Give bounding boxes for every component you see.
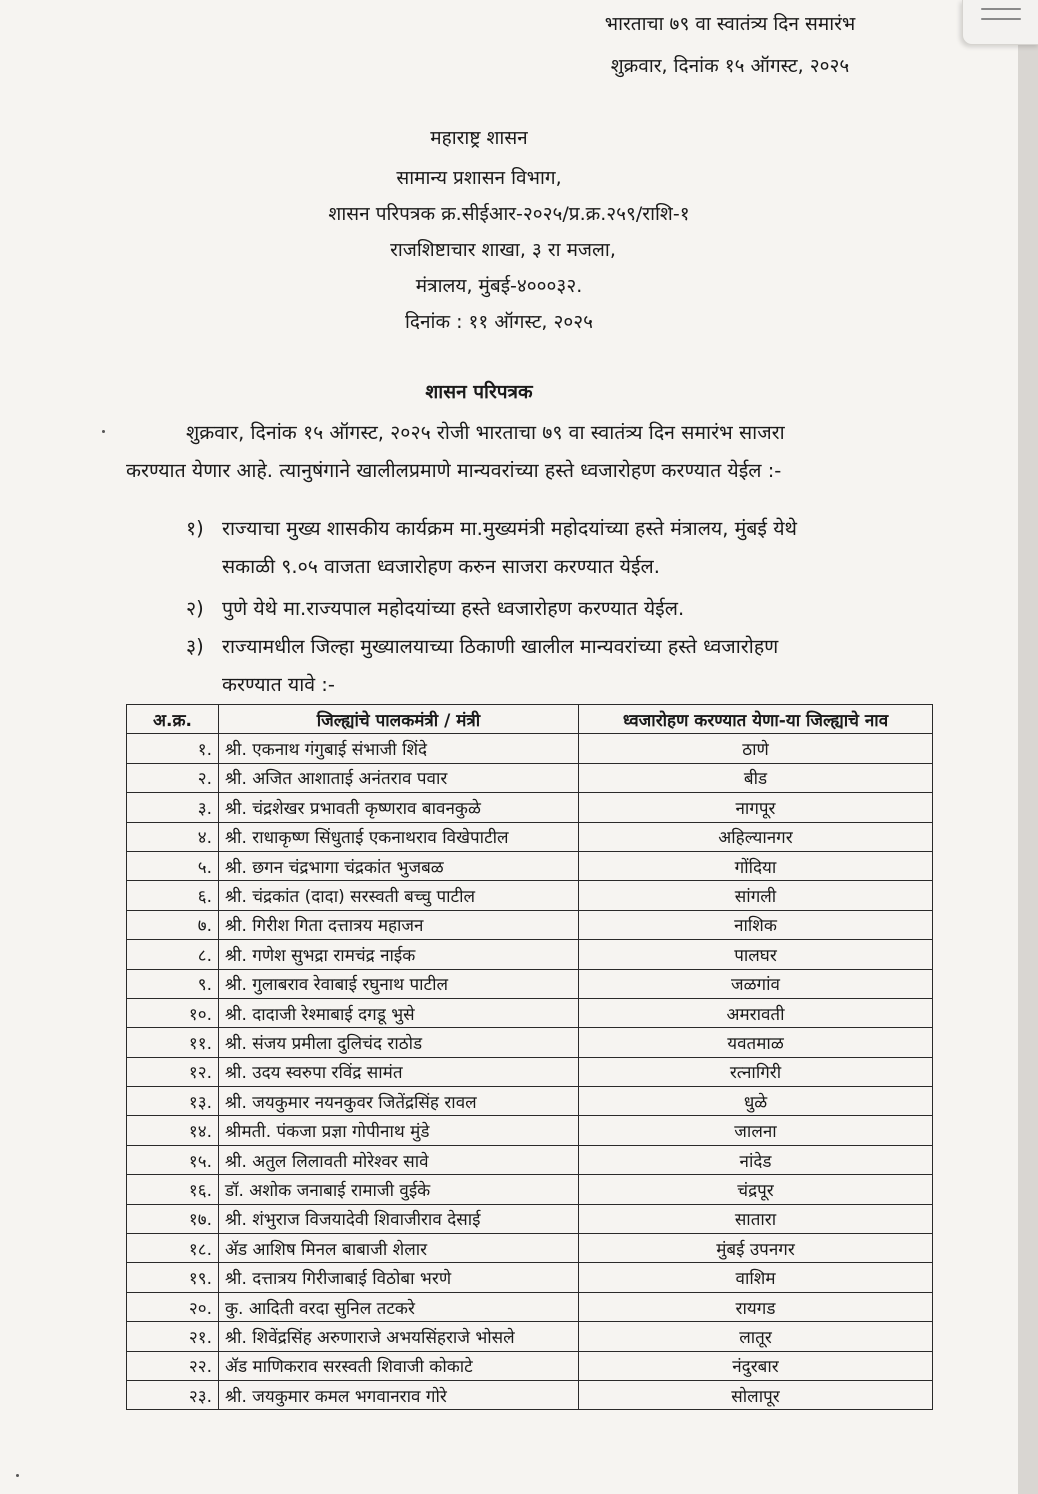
serial-number-cell: १६. xyxy=(127,1175,219,1204)
table-row xyxy=(127,969,933,998)
serial-number-cell: २२. xyxy=(127,1351,219,1380)
minister-name-cell: श्री. दादाजी रेश्माबाई दगडू भुसे xyxy=(219,998,579,1027)
table-header-row xyxy=(127,705,933,734)
column-header-minister: जिल्ह्यांचे पालकमंत्री / मंत्री xyxy=(219,705,579,734)
event-date: शुक्रवार, दिनांक १५ ऑगस्ट, २०२५ xyxy=(610,55,850,77)
minister-name-cell: श्री. शिवेंद्रसिंह अरुणाराजे अभयसिंहराजे भोसले xyxy=(219,1322,579,1351)
serial-number-cell: ४. xyxy=(127,822,219,851)
office-address: मंत्रालय, मुंबई-४०००३२. xyxy=(415,275,583,297)
table-row xyxy=(127,1263,933,1292)
event-title: भारताचा ७९ वा स्वातंत्र्य दिन समारंभ xyxy=(604,13,856,35)
table-row xyxy=(127,1175,933,1204)
serial-number-cell: १२. xyxy=(127,1057,219,1086)
table-row xyxy=(127,1145,933,1174)
minister-name-cell: श्री. राधाकृष्ण सिंधुताई एकनाथराव विखेपाटील xyxy=(219,822,579,851)
scan-speck xyxy=(16,1474,19,1477)
district-name-cell: ठाणे xyxy=(579,734,933,763)
district-name-cell: लातूर xyxy=(579,1322,933,1351)
column-header-district: ध्वजारोहण करण्यात येणा-या जिल्ह्याचे नाव xyxy=(579,705,933,734)
serial-number-cell: १०. xyxy=(127,998,219,1027)
intro-line-2: करण्यात येणार आहे. त्यानुषंगाने खालीलप्रमाणे मान्यवरांच्या हस्ते ध्वजारोहण करण्यात येईल :- xyxy=(126,459,782,482)
serial-number-cell: ७. xyxy=(127,910,219,939)
table-row xyxy=(127,1028,933,1057)
table-row xyxy=(127,1322,933,1351)
serial-number-cell: ११. xyxy=(127,1028,219,1057)
minister-name-cell: कु. आदिती वरदा सुनिल तटकरे xyxy=(219,1292,579,1321)
district-name-cell: चंद्रपूर xyxy=(579,1175,933,1204)
serial-number-cell: १३. xyxy=(127,1087,219,1116)
table-row xyxy=(127,1057,933,1086)
minister-name-cell: श्री. गणेश सुभद्रा रामचंद्र नाईक xyxy=(219,940,579,969)
office-state: महाराष्ट्र शासन xyxy=(430,127,528,149)
minister-name-cell: डॉ. अशोक जनाबाई रामाजी वुईके xyxy=(219,1175,579,1204)
district-name-cell: पालघर xyxy=(579,940,933,969)
circular-title: शासन परिपत्रक xyxy=(425,381,533,403)
table-row xyxy=(127,881,933,910)
point-2-line-1: पुणे येथे मा.राज्यपाल महोदयांच्या हस्ते ध्वजारोहण करण्यात येईल. xyxy=(222,597,685,620)
table-row xyxy=(127,1351,933,1380)
table-row xyxy=(127,1234,933,1263)
menu-icon xyxy=(981,18,1021,20)
scan-speck xyxy=(102,430,105,433)
district-name-cell: गोंदिया xyxy=(579,851,933,880)
district-name-cell: नंदुरबार xyxy=(579,1351,933,1380)
minister-name-cell: श्री. अतुल लिलावती मोरेश्वर सावे xyxy=(219,1145,579,1174)
minister-name-cell: श्री. गिरीश गिता दत्तात्रय महाजन xyxy=(219,910,579,939)
district-name-cell: मुंबई उपनगर xyxy=(579,1234,933,1263)
serial-number-cell: २. xyxy=(127,763,219,792)
point-number: १) xyxy=(186,517,204,540)
district-name-cell: अमरावती xyxy=(579,998,933,1027)
minister-name-cell: श्री. दत्तात्रय गिरीजाबाई विठोबा भरणे xyxy=(219,1263,579,1292)
minister-name-cell: श्री. चंद्रकांत (दादा) सरस्वती बच्चु पाटील xyxy=(219,881,579,910)
district-name-cell: जळगांव xyxy=(579,969,933,998)
district-name-cell: जालना xyxy=(579,1116,933,1145)
minister-name-cell: श्री. एकनाथ गंगुबाई संभाजी शिंदे xyxy=(219,734,579,763)
minister-name-cell: ॲड माणिकराव सरस्वती शिवाजी कोकाटे xyxy=(219,1351,579,1380)
office-branch: राजशिष्टाचार शाखा, ३ रा मजला, xyxy=(390,239,616,261)
office-department: सामान्य प्रशासन विभाग, xyxy=(396,167,562,189)
minister-name-cell: ॲड आशिष मिनल बाबाजी शेलार xyxy=(219,1234,579,1263)
district-name-cell: नांदेड xyxy=(579,1145,933,1174)
column-header-serial: अ.क्र. xyxy=(127,705,219,734)
minister-name-cell: श्री. संजय प्रमीला दुलिचंद राठोड xyxy=(219,1028,579,1057)
table-row xyxy=(127,1116,933,1145)
district-name-cell: सोलापूर xyxy=(579,1380,933,1409)
district-name-cell: नागपूर xyxy=(579,793,933,822)
district-name-cell: रायगड xyxy=(579,1292,933,1321)
serial-number-cell: ८. xyxy=(127,940,219,969)
district-name-cell: वाशिम xyxy=(579,1263,933,1292)
table-row xyxy=(127,851,933,880)
table-row xyxy=(127,734,933,763)
district-name-cell: सातारा xyxy=(579,1204,933,1233)
table-row xyxy=(127,1292,933,1321)
table-row xyxy=(127,998,933,1027)
table-row xyxy=(127,1087,933,1116)
district-name-cell: रत्नागिरी xyxy=(579,1057,933,1086)
menu-button[interactable] xyxy=(962,0,1038,45)
table-row xyxy=(127,763,933,792)
serial-number-cell: २०. xyxy=(127,1292,219,1321)
point-3-line-2: करण्यात यावे :- xyxy=(222,673,335,696)
minister-name-cell: श्री. छगन चंद्रभागा चंद्रकांत भुजबळ xyxy=(219,851,579,880)
point-number: ३) xyxy=(186,635,204,658)
flag-hoisting-table xyxy=(126,704,933,1410)
minister-name-cell: श्रीमती. पंकजा प्रज्ञा गोपीनाथ मुंडे xyxy=(219,1116,579,1145)
district-name-cell: यवतमाळ xyxy=(579,1028,933,1057)
serial-number-cell: १७. xyxy=(127,1204,219,1233)
table-row xyxy=(127,910,933,939)
serial-number-cell: ९. xyxy=(127,969,219,998)
circular-date: दिनांक : ११ ऑगस्ट, २०२५ xyxy=(404,311,594,333)
district-name-cell: बीड xyxy=(579,763,933,792)
table-row xyxy=(127,822,933,851)
serial-number-cell: १. xyxy=(127,734,219,763)
serial-number-cell: ५. xyxy=(127,851,219,880)
minister-name-cell: श्री. अजित आशाताई अनंतराव पवार xyxy=(219,763,579,792)
menu-icon xyxy=(981,8,1021,10)
minister-name-cell: श्री. चंद्रशेखर प्रभावती कृष्णराव बावनकुळे xyxy=(219,793,579,822)
serial-number-cell: २३. xyxy=(127,1380,219,1409)
serial-number-cell: १९. xyxy=(127,1263,219,1292)
minister-name-cell: श्री. जयकुमार नयनकुवर जितेंद्रसिंह रावल xyxy=(219,1087,579,1116)
district-name-cell: नाशिक xyxy=(579,910,933,939)
serial-number-cell: १८. xyxy=(127,1234,219,1263)
minister-name-cell: श्री. जयकुमार कमल भगवानराव गोरे xyxy=(219,1380,579,1409)
serial-number-cell: १५. xyxy=(127,1145,219,1174)
point-3-line-1: राज्यामधील जिल्हा मुख्यालयाच्या ठिकाणी खालील मान्यवरांच्या हस्ते ध्वजारोहण xyxy=(222,635,779,658)
serial-number-cell: ६. xyxy=(127,881,219,910)
point-number: २) xyxy=(186,597,204,620)
serial-number-cell: २१. xyxy=(127,1322,219,1351)
minister-name-cell: श्री. शंभुराज विजयादेवी शिवाजीराव देसाई xyxy=(219,1204,579,1233)
table-row xyxy=(127,793,933,822)
circular-reference: शासन परिपत्रक क्र.सीईआर-२०२५/प्र.क्र.२५९/राशि-१ xyxy=(328,203,690,225)
table-row xyxy=(127,1380,933,1409)
point-1-line-2: सकाळी ९.०५ वाजता ध्वजारोहण करुन साजरा करण्यात येईल. xyxy=(222,555,660,578)
intro-line-1: शुक्रवार, दिनांक १५ ऑगस्ट, २०२५ रोजी भारताचा ७९ वा स्वातंत्र्य दिन समारंभ साजरा xyxy=(186,421,785,444)
serial-number-cell: १४. xyxy=(127,1116,219,1145)
minister-name-cell: श्री. उदय स्वरुपा रविंद्र सामंत xyxy=(219,1057,579,1086)
point-1-line-1: राज्याचा मुख्य शासकीय कार्यक्रम मा.मुख्यमंत्री महोदयांच्या हस्ते मंत्रालय, मुंबई येथे xyxy=(222,517,797,540)
table-row xyxy=(127,1204,933,1233)
district-name-cell: धुळे xyxy=(579,1087,933,1116)
serial-number-cell: ३. xyxy=(127,793,219,822)
minister-name-cell: श्री. गुलाबराव रेवाबाई रघुनाथ पाटील xyxy=(219,969,579,998)
district-name-cell: अहिल्यानगर xyxy=(579,822,933,851)
table-row xyxy=(127,940,933,969)
district-name-cell: सांगली xyxy=(579,881,933,910)
